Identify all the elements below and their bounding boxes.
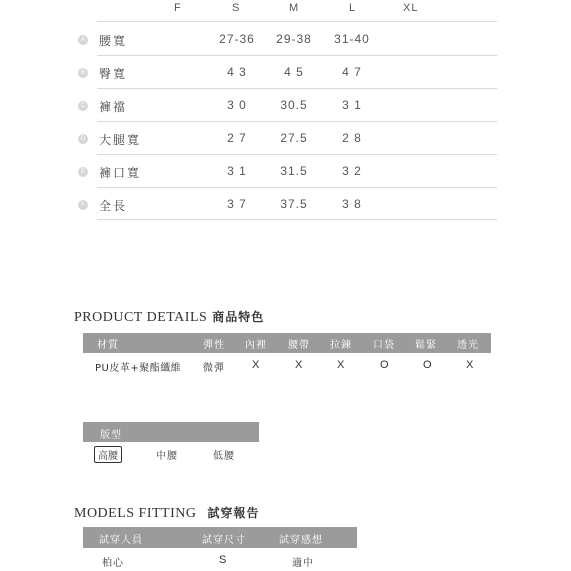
row-marker: E [78, 167, 88, 177]
fit-option-mid-waist: 中腰 [156, 451, 178, 462]
row-label: 腰寬 [99, 34, 128, 48]
table-cell: 3 2 [342, 164, 362, 178]
value-belt: X [295, 359, 304, 371]
table-cell: 4 7 [342, 65, 362, 79]
size-header-xl: XL [403, 2, 419, 14]
value-model-size: S [219, 554, 228, 566]
value-pocket: O [380, 359, 390, 371]
header-model-feedback: 試穿感想 [279, 535, 323, 546]
product-details-title [74, 308, 264, 326]
row-divider [97, 21, 497, 22]
header-model-name: 試穿人員 [99, 535, 143, 546]
table-cell: 4 5 [284, 65, 304, 79]
table-cell: 37.5 [280, 197, 308, 211]
header-zipper: 拉鍊 [330, 340, 352, 351]
row-divider [97, 154, 497, 155]
fit-option-low-waist: 低腰 [213, 451, 235, 462]
row-label: 全長 [99, 199, 128, 213]
row-label: 大腿寬 [99, 133, 142, 147]
value-zipper: X [337, 359, 346, 371]
table-cell: 31.5 [280, 164, 308, 178]
row-label: 臀寬 [99, 67, 128, 81]
value-elastic-waist: O [423, 359, 433, 371]
row-divider [97, 88, 497, 89]
row-marker: D [78, 134, 88, 144]
row-marker: F [78, 200, 88, 210]
row-marker: C [78, 101, 88, 111]
value-model-name: 柏心 [102, 558, 124, 569]
table-cell: 4 3 [227, 65, 247, 79]
row-divider [97, 219, 497, 220]
row-label: 褲口寬 [99, 166, 142, 180]
header-pocket: 口袋 [373, 340, 395, 351]
product-details-title-en: PRODUCT DETAILS [74, 310, 208, 325]
table-cell: 3 0 [227, 98, 247, 112]
fit-option-high-waist: 高腰 [94, 446, 122, 463]
value-model-feedback: 適中 [292, 558, 314, 569]
row-marker: A [78, 35, 88, 45]
row-divider [97, 187, 497, 188]
header-model-size: 試穿尺寸 [202, 535, 246, 546]
table-cell: 27.5 [280, 131, 308, 145]
size-header-l: L [349, 2, 357, 14]
value-material: PU皮革+聚酯纖維 [95, 363, 182, 374]
size-header-f: F [174, 2, 182, 14]
value-elasticity: 微彈 [203, 363, 225, 374]
header-belt: 腰帶 [288, 340, 310, 351]
row-divider [97, 121, 497, 122]
models-fitting-title [74, 504, 259, 522]
table-cell: 2 8 [342, 131, 362, 145]
row-divider [97, 55, 497, 56]
table-cell: 3 1 [342, 98, 362, 112]
table-cell: 3 8 [342, 197, 362, 211]
table-cell: 2 7 [227, 131, 247, 145]
header-material: 材質 [97, 340, 119, 351]
table-cell: 29-38 [276, 32, 312, 46]
value-translucency: X [466, 359, 475, 371]
size-header-s: S [232, 2, 241, 14]
header-lining: 內裡 [245, 340, 267, 351]
table-cell: 30.5 [280, 98, 308, 112]
fit-label: 版型 [100, 430, 122, 441]
row-marker: B [78, 68, 88, 78]
table-cell: 3 1 [227, 164, 247, 178]
value-lining: X [252, 359, 261, 371]
table-cell: 27-36 [219, 32, 255, 46]
row-label: 褲襠 [99, 100, 128, 114]
product-details-title-zh: 商品特色 [212, 310, 265, 324]
table-cell: 3 7 [227, 197, 247, 211]
table-cell: 31-40 [334, 32, 370, 46]
models-fitting-title-en: MODELS FITTING [74, 506, 197, 521]
header-translucency: 透光 [457, 340, 479, 351]
header-elastic-waist: 鬆緊 [415, 340, 437, 351]
header-elasticity: 彈性 [203, 340, 225, 351]
size-header-m: M [289, 2, 300, 14]
models-fitting-title-zh: 試穿報告 [207, 506, 260, 520]
